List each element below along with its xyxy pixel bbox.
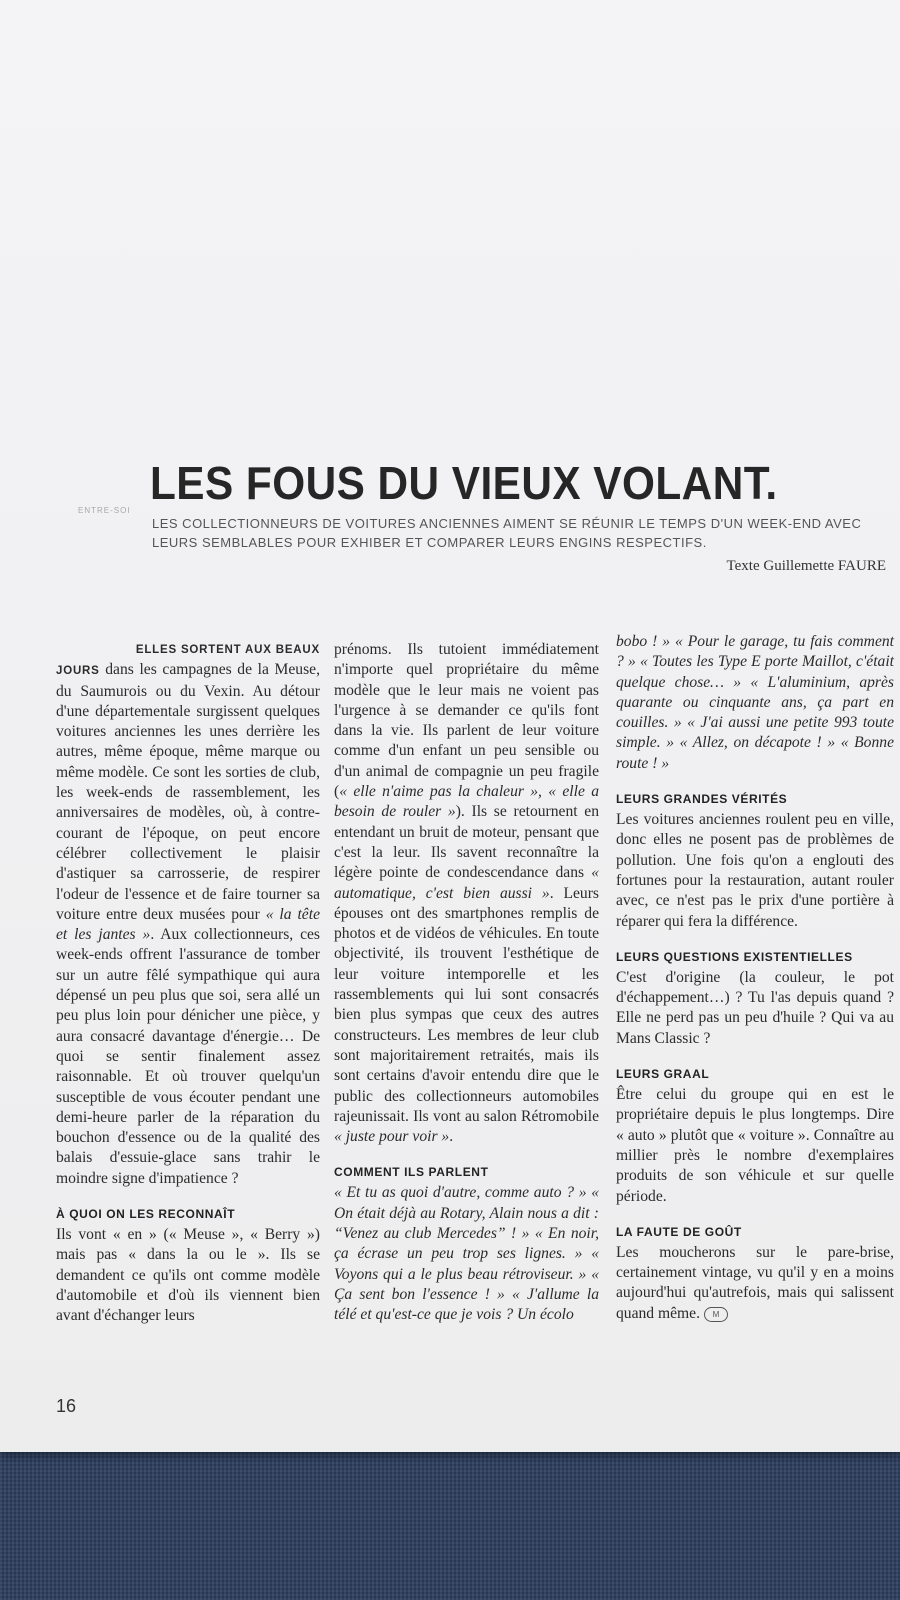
lead-in: ELLES SORTENT AUX BEAUX xyxy=(135,644,320,656)
section-heading: LEURS GRANDES VÉRITÉS xyxy=(616,792,788,807)
paragraph: C'est d'origine (la couleur, le pot d'échappement…) ? Tu l'as depuis quand ? Elle ne perd pas un peu d'huile ? Qui va au Mans Classic ? xyxy=(616,968,894,1047)
paragraph xyxy=(334,640,599,1147)
paragraph xyxy=(616,1243,894,1324)
quote: « automatique, c'est bien aussi » xyxy=(334,864,599,902)
quotes-paragraph: « Et tu as quoi d'autre, comme auto ? » « On était déjà au Rotary, Alain nous a dit : “Venez au club Mercedes” ! » « En noir, ça écrase un peu trop ses lignes. » « Voyons qui a le plus beau rétroviseur. » « Ça sent bon l'essence ! » « J'allume la télé et qu'est-ce que je vois ? Un écolo xyxy=(334,1184,599,1324)
paragraph-text: Les moucherons sur le pare-brise, certainement vintage, vu qu'il y en a moins aujourd'hui qu'autrefois, mais qui salissent quand même. xyxy=(616,1243,894,1322)
paragraph-text: ). Ils se retournent en entendant un bruit de moteur, pensant que c'est la leur. Ils savent reconnaître la légère pointe de condescendance dans xyxy=(334,803,599,882)
paragraph: Être celui du groupe qui en est le propriétaire depuis le plus longtemps. Dire « auto » plutôt que « voiture ». Connaître au millier près le nombre d'exemplaires produits de son véhicule et sur quelle période. xyxy=(616,1086,894,1205)
lead-in: JOURS xyxy=(56,665,100,678)
end-of-article-icon: M xyxy=(704,1307,728,1322)
quotes-paragraph: bobo ! » « Pour le garage, tu fais comment ? » « Toutes les Type E porte Maillot, c'était quelque chose… » « L'aluminium, après quarante ou cinquante ans, ça part en couilles. » « J'ai aussi une petite 993 toute simple. » « Allez, on décapote ! » « Bonne route ! » xyxy=(616,633,894,772)
paragraph-text: prénoms. Ils tutoient immédiatement n'importe quel propriétaire du même modèle que le leur mais ne voient pas l'urgence à se demander ce qu'ils font dans la vie. Ils parlent de leur voiture comme d'un enfant un peu sensible ou d'un animal de compagnie un peu fragile ( xyxy=(334,641,599,801)
paragraph-text: . xyxy=(449,1128,454,1146)
section-rubric: ENTRE-SOI xyxy=(78,506,131,515)
paragraph-text: . Aux collectionneurs, ces week-ends offrent l'assurance de tomber sur un autre fêlé sympathique qui aura dépensé un peu plus que soi, sera allé un peu plus loin pour dénicher une pièce, y aura consacré davantage d'énergie… De quoi se sentir finalement assez raisonnable. Et où trouver quelqu'un susceptible de vous écouter pendant une demi-heure parler de la réparation du bouchon d'essence ou de la qualité des balais d'essuie-glace sans trahir le moindre signe d'impatience ? xyxy=(56,926,320,1187)
paragraph xyxy=(56,640,320,1189)
text-column-3 xyxy=(616,632,894,1324)
paragraph: Ils vont « en » (« Meuse », « Berry ») mais pas « dans la ou le ». Ils se demandent ce qu'ils ont comme modèle d'automobile et d'où ils viennent bien avant d'échanger leurs xyxy=(56,1226,320,1325)
section-heading: LA FAUTE DE GOÛT xyxy=(616,1224,742,1239)
quote: « la tête et les jantes » xyxy=(56,905,320,944)
section-heading: LEURS GRAAL xyxy=(616,1067,710,1082)
page-number: 16 xyxy=(56,1396,77,1416)
text-column-1 xyxy=(56,640,320,1327)
paragraph-text: dans les campagnes de la Meuse, du Saumurois ou du Vexin. Au détour d'une départementale surgissent quelques voitures anciennes les unes derrière les autres, même époque, même marque ou même modèle. Ce sont les sorties de club, les week-ends de rassemblement, les anniversaires de modèles, où, à contre-courant de l'époque, on peut encore célébrer collectivement le plaisir d'astiquer sa carrosserie, de respirer l'odeur de l'essence et de faire tourner sa voiture entre deux musées pour xyxy=(56,661,320,923)
paragraph: Les voitures anciennes roulent peu en ville, donc elles ne posent pas de problèmes de pollution. Une fois qu'on a englouti des fortunes pour la restauration, autant rouler avec, ce n'est pas le prix d'une portière à réparer qui fera la différence. xyxy=(616,811,894,930)
section-heading: À QUOI ON LES RECONNAÎT xyxy=(56,1207,236,1222)
section-heading: LEURS QUESTIONS EXISTENTIELLES xyxy=(616,949,853,964)
text-column-2 xyxy=(334,640,599,1326)
article-subtitle: LES COLLECTIONNEURS DE VOITURES ANCIENNES AIMENT SE RÉUNIR LE TEMPS D'UN WEEK-END AVEC LEURS SEMBLABLES POUR EXHIBER ET COMPARER LEURS ENGINS RESPECTIFS. xyxy=(152,516,862,550)
quote: « elle n'aime pas la chaleur », « elle a besoin de rouler » xyxy=(334,783,599,821)
paragraph-text: . Leurs épouses ont des smartphones remplis de photos et de vidéos de véhicules. En toute objectivité, ils trouvent l'esthétique de leur voiture intemporelle et les rassemblements qui lui sont consacrés bien plus sympas que ceux des autres constructeurs. Les membres de leur club sont majoritairement retraités, mais ils sont certains d'avoir entendu dire que le public des collectionneurs automobiles rajeunissait. Ils vont au salon Rétromobile xyxy=(334,884,599,1125)
fabric-background xyxy=(0,1440,900,1600)
quote: « juste pour voir » xyxy=(334,1128,450,1146)
article-title: LES FOUS DU VIEUX VOLANT. xyxy=(150,457,778,509)
section-heading: COMMENT ILS PARLENT xyxy=(334,1165,489,1180)
article-byline: Texte Guillemette FAURE xyxy=(726,558,886,574)
